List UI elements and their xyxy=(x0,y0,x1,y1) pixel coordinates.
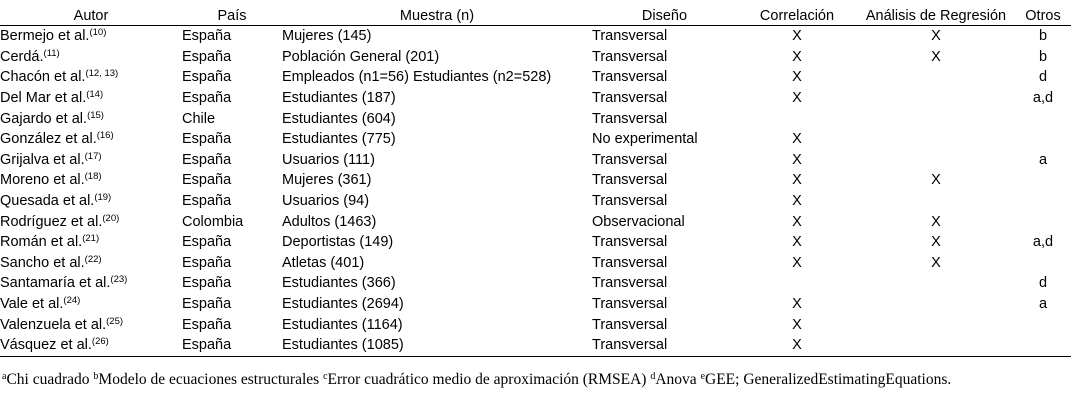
cell-correlation: X xyxy=(792,172,802,189)
cell-sample: Estudiantes (1085) xyxy=(282,335,592,356)
cell-country: Chile xyxy=(182,110,216,127)
cell-regression xyxy=(857,67,1015,88)
table-header-row xyxy=(0,6,1071,26)
reference-number: (17) xyxy=(84,150,102,162)
cell-sample: Estudiantes (775) xyxy=(282,131,396,148)
cell-author xyxy=(0,314,182,335)
author-name: González et al. xyxy=(0,131,97,148)
cell-regression xyxy=(857,273,1015,294)
author-name: Grijalva et al. xyxy=(0,151,85,168)
studies-table xyxy=(0,6,1071,357)
cell-sample: Población General (201) xyxy=(282,48,440,65)
table-row xyxy=(0,335,1071,356)
footnote-mark: b xyxy=(93,371,99,382)
cell-others: d xyxy=(1038,69,1048,86)
header-pais: País xyxy=(182,6,282,26)
table-row xyxy=(0,314,1071,335)
reference-number: (11) xyxy=(43,47,60,59)
cell-country: España xyxy=(182,151,232,168)
cell-regression xyxy=(857,335,1015,356)
cell-author xyxy=(0,170,182,191)
cell-others xyxy=(1015,191,1071,212)
header-otros: Otros xyxy=(1015,6,1071,26)
cell-correlation: X xyxy=(792,69,802,86)
reference-number: (12, 13) xyxy=(85,68,119,80)
author-name: Chacón et al. xyxy=(0,69,86,86)
author-name: Bermejo et al. xyxy=(0,28,90,45)
cell-regression xyxy=(857,191,1015,212)
cell-author xyxy=(0,273,182,294)
header-diseno: Diseño xyxy=(592,6,737,26)
cell-sample: Estudiantes (1164) xyxy=(282,316,403,333)
reference-number: (24) xyxy=(63,295,81,307)
author-name: Vale et al. xyxy=(0,296,64,313)
cell-design: Transversal xyxy=(592,254,668,271)
table-row xyxy=(0,273,1071,294)
cell-regression xyxy=(857,150,1015,171)
reference-number: (26) xyxy=(91,336,109,348)
cell-others: d xyxy=(1038,275,1048,292)
author-name: Román et al. xyxy=(0,234,83,251)
cell-sample: Empleados (n1=56) Estudiantes (n2=528) xyxy=(282,69,552,86)
reference-number: (14) xyxy=(86,89,104,101)
cell-author xyxy=(0,26,182,47)
reference-number: (19) xyxy=(94,192,112,204)
cell-others: a,d xyxy=(1032,234,1054,251)
reference-number: (21) xyxy=(82,233,100,245)
footnote-text: Error cuadrático medio de aproximación (RMSEA) xyxy=(327,371,651,388)
cell-design: Transversal xyxy=(592,69,668,86)
cell-country: España xyxy=(182,172,232,189)
header-autor: Autor xyxy=(0,6,182,26)
cell-regression: X xyxy=(931,234,941,251)
cell-design: Transversal xyxy=(592,296,668,313)
cell-correlation: X xyxy=(792,213,802,230)
cell-design: Transversal xyxy=(592,151,668,168)
cell-country: Colombia xyxy=(182,213,244,230)
table-row xyxy=(0,170,1071,191)
cell-regression: X xyxy=(931,28,941,45)
table-footnote xyxy=(2,371,1071,389)
footnote-mark: e xyxy=(700,371,706,382)
cell-sample: Estudiantes (187) xyxy=(282,90,396,107)
author-name: Gajardo et al. xyxy=(0,110,88,127)
cell-correlation: X xyxy=(792,234,802,251)
cell-country: España xyxy=(182,234,232,251)
author-name: Sancho et al. xyxy=(0,254,85,271)
cell-regression: X xyxy=(931,48,941,65)
cell-country: España xyxy=(182,131,232,148)
cell-correlation: X xyxy=(792,48,802,65)
table-row xyxy=(0,150,1071,171)
footnote-mark: c xyxy=(323,371,328,382)
cell-author xyxy=(0,232,182,253)
table-row xyxy=(0,88,1071,109)
cell-design: Observacional xyxy=(592,213,685,230)
cell-design: Transversal xyxy=(592,110,668,127)
cell-others: b xyxy=(1038,28,1048,45)
cell-sample: Estudiantes (2694) xyxy=(282,296,404,313)
cell-regression: X xyxy=(931,172,941,189)
reference-number: (16) xyxy=(96,130,114,142)
cell-author xyxy=(0,294,182,315)
cell-correlation: X xyxy=(792,151,802,168)
cell-country: España xyxy=(182,28,232,45)
table-row xyxy=(0,26,1071,47)
cell-correlation: X xyxy=(792,90,802,107)
cell-author xyxy=(0,191,182,212)
cell-others xyxy=(1015,211,1071,232)
cell-author xyxy=(0,335,182,356)
cell-others: a xyxy=(1038,151,1048,168)
cell-sample: Usuarios (94) xyxy=(282,193,370,210)
cell-author xyxy=(0,47,182,68)
footnote-text: Modelo de ecuaciones estructurales xyxy=(98,371,324,388)
table-row xyxy=(0,232,1071,253)
cell-country: España xyxy=(182,296,232,313)
cell-others xyxy=(1015,170,1071,191)
cell-correlation: X xyxy=(737,335,857,356)
cell-country: España xyxy=(182,48,232,65)
reference-number: (22) xyxy=(84,253,102,265)
table-row xyxy=(0,108,1071,129)
cell-regression: X xyxy=(931,213,941,230)
cell-correlation: X xyxy=(792,28,802,45)
author-name: Santamaría et al. xyxy=(0,275,111,292)
author-name: Moreno et al. xyxy=(0,172,85,189)
cell-author xyxy=(0,88,182,109)
cell-regression xyxy=(857,129,1015,150)
reference-number: (23) xyxy=(110,274,128,286)
cell-correlation: X xyxy=(792,131,802,148)
cell-country: España xyxy=(182,254,232,271)
author-name: Del Mar et al. xyxy=(0,90,87,107)
cell-others: a xyxy=(1038,296,1048,313)
table-row xyxy=(0,191,1071,212)
cell-correlation xyxy=(737,273,857,294)
table-row xyxy=(0,129,1071,150)
table-row xyxy=(0,211,1071,232)
cell-sample: Mujeres (361) xyxy=(282,172,372,189)
cell-others xyxy=(1015,253,1071,274)
author-name: Rodríguez et al. xyxy=(0,213,103,230)
cell-design: Transversal xyxy=(592,193,668,210)
cell-design: Transversal xyxy=(592,172,668,189)
footnote-mark: a xyxy=(2,371,7,382)
cell-others: b xyxy=(1038,48,1048,65)
cell-correlation: X xyxy=(792,316,802,333)
cell-design: Transversal xyxy=(592,48,668,65)
cell-regression xyxy=(857,314,1015,335)
author-name: Vásquez et al. xyxy=(0,337,92,354)
cell-sample: Deportistas (149) xyxy=(282,234,394,251)
cell-others xyxy=(1015,108,1071,129)
cell-design: Transversal xyxy=(592,90,668,107)
cell-regression xyxy=(857,294,1015,315)
table-body xyxy=(0,26,1071,357)
cell-country: España xyxy=(182,69,232,86)
cell-country: España xyxy=(182,335,282,356)
header-muestra: Muestra (n) xyxy=(282,6,592,26)
cell-design: Transversal xyxy=(592,335,737,356)
cell-design: Transversal xyxy=(592,234,668,251)
cell-country: España xyxy=(182,275,232,292)
cell-design: No experimental xyxy=(592,131,698,148)
table-row xyxy=(0,253,1071,274)
cell-sample: Estudiantes (604) xyxy=(282,110,396,127)
footnote-text: Chi cuadrado xyxy=(6,371,94,388)
table-row xyxy=(0,47,1071,68)
cell-others xyxy=(1015,129,1071,150)
reference-number: (20) xyxy=(102,212,120,224)
cell-country: España xyxy=(182,90,232,107)
table-row xyxy=(0,294,1071,315)
cell-others: a,d xyxy=(1032,90,1054,107)
author-name: Quesada et al. xyxy=(0,193,95,210)
reference-number: (15) xyxy=(87,109,104,121)
cell-sample: Atletas (401) xyxy=(282,254,365,271)
cell-author xyxy=(0,253,182,274)
cell-correlation xyxy=(737,108,857,129)
cell-sample: Estudiantes (366) xyxy=(282,275,396,292)
cell-design: Transversal xyxy=(592,28,668,45)
cell-others xyxy=(1015,314,1071,335)
cell-author xyxy=(0,67,182,88)
cell-author xyxy=(0,150,182,171)
author-name: Valenzuela et al. xyxy=(0,316,107,333)
cell-country: España xyxy=(182,316,232,333)
cell-sample: Mujeres (145) xyxy=(282,28,372,45)
cell-author xyxy=(0,211,182,232)
cell-regression xyxy=(857,108,1015,129)
footnote-text: GEE; GeneralizedEstimatingEquations. xyxy=(705,371,952,388)
reference-number: (25) xyxy=(106,315,124,327)
cell-design: Transversal xyxy=(592,316,668,333)
cell-design: Transversal xyxy=(592,275,668,292)
footnote-text: Anova xyxy=(655,371,701,388)
cell-correlation: X xyxy=(792,254,802,271)
author-name: Cerdá. xyxy=(0,48,44,65)
cell-regression: X xyxy=(931,254,941,271)
cell-regression xyxy=(857,88,1015,109)
table-row xyxy=(0,67,1071,88)
reference-number: (18) xyxy=(84,171,102,183)
cell-sample: Adultos (1463) xyxy=(282,213,377,230)
header-regresion: Análisis de Regresión xyxy=(857,6,1015,26)
cell-correlation: X xyxy=(792,296,802,313)
footnote-mark: d xyxy=(650,371,656,382)
cell-author xyxy=(0,108,182,129)
cell-others xyxy=(1015,335,1071,356)
reference-number: (10) xyxy=(89,27,107,39)
cell-sample: Usuarios (111) xyxy=(282,151,375,168)
cell-correlation: X xyxy=(792,193,802,210)
cell-author xyxy=(0,129,182,150)
cell-country: España xyxy=(182,193,232,210)
header-correlacion: Correlación xyxy=(737,6,857,26)
